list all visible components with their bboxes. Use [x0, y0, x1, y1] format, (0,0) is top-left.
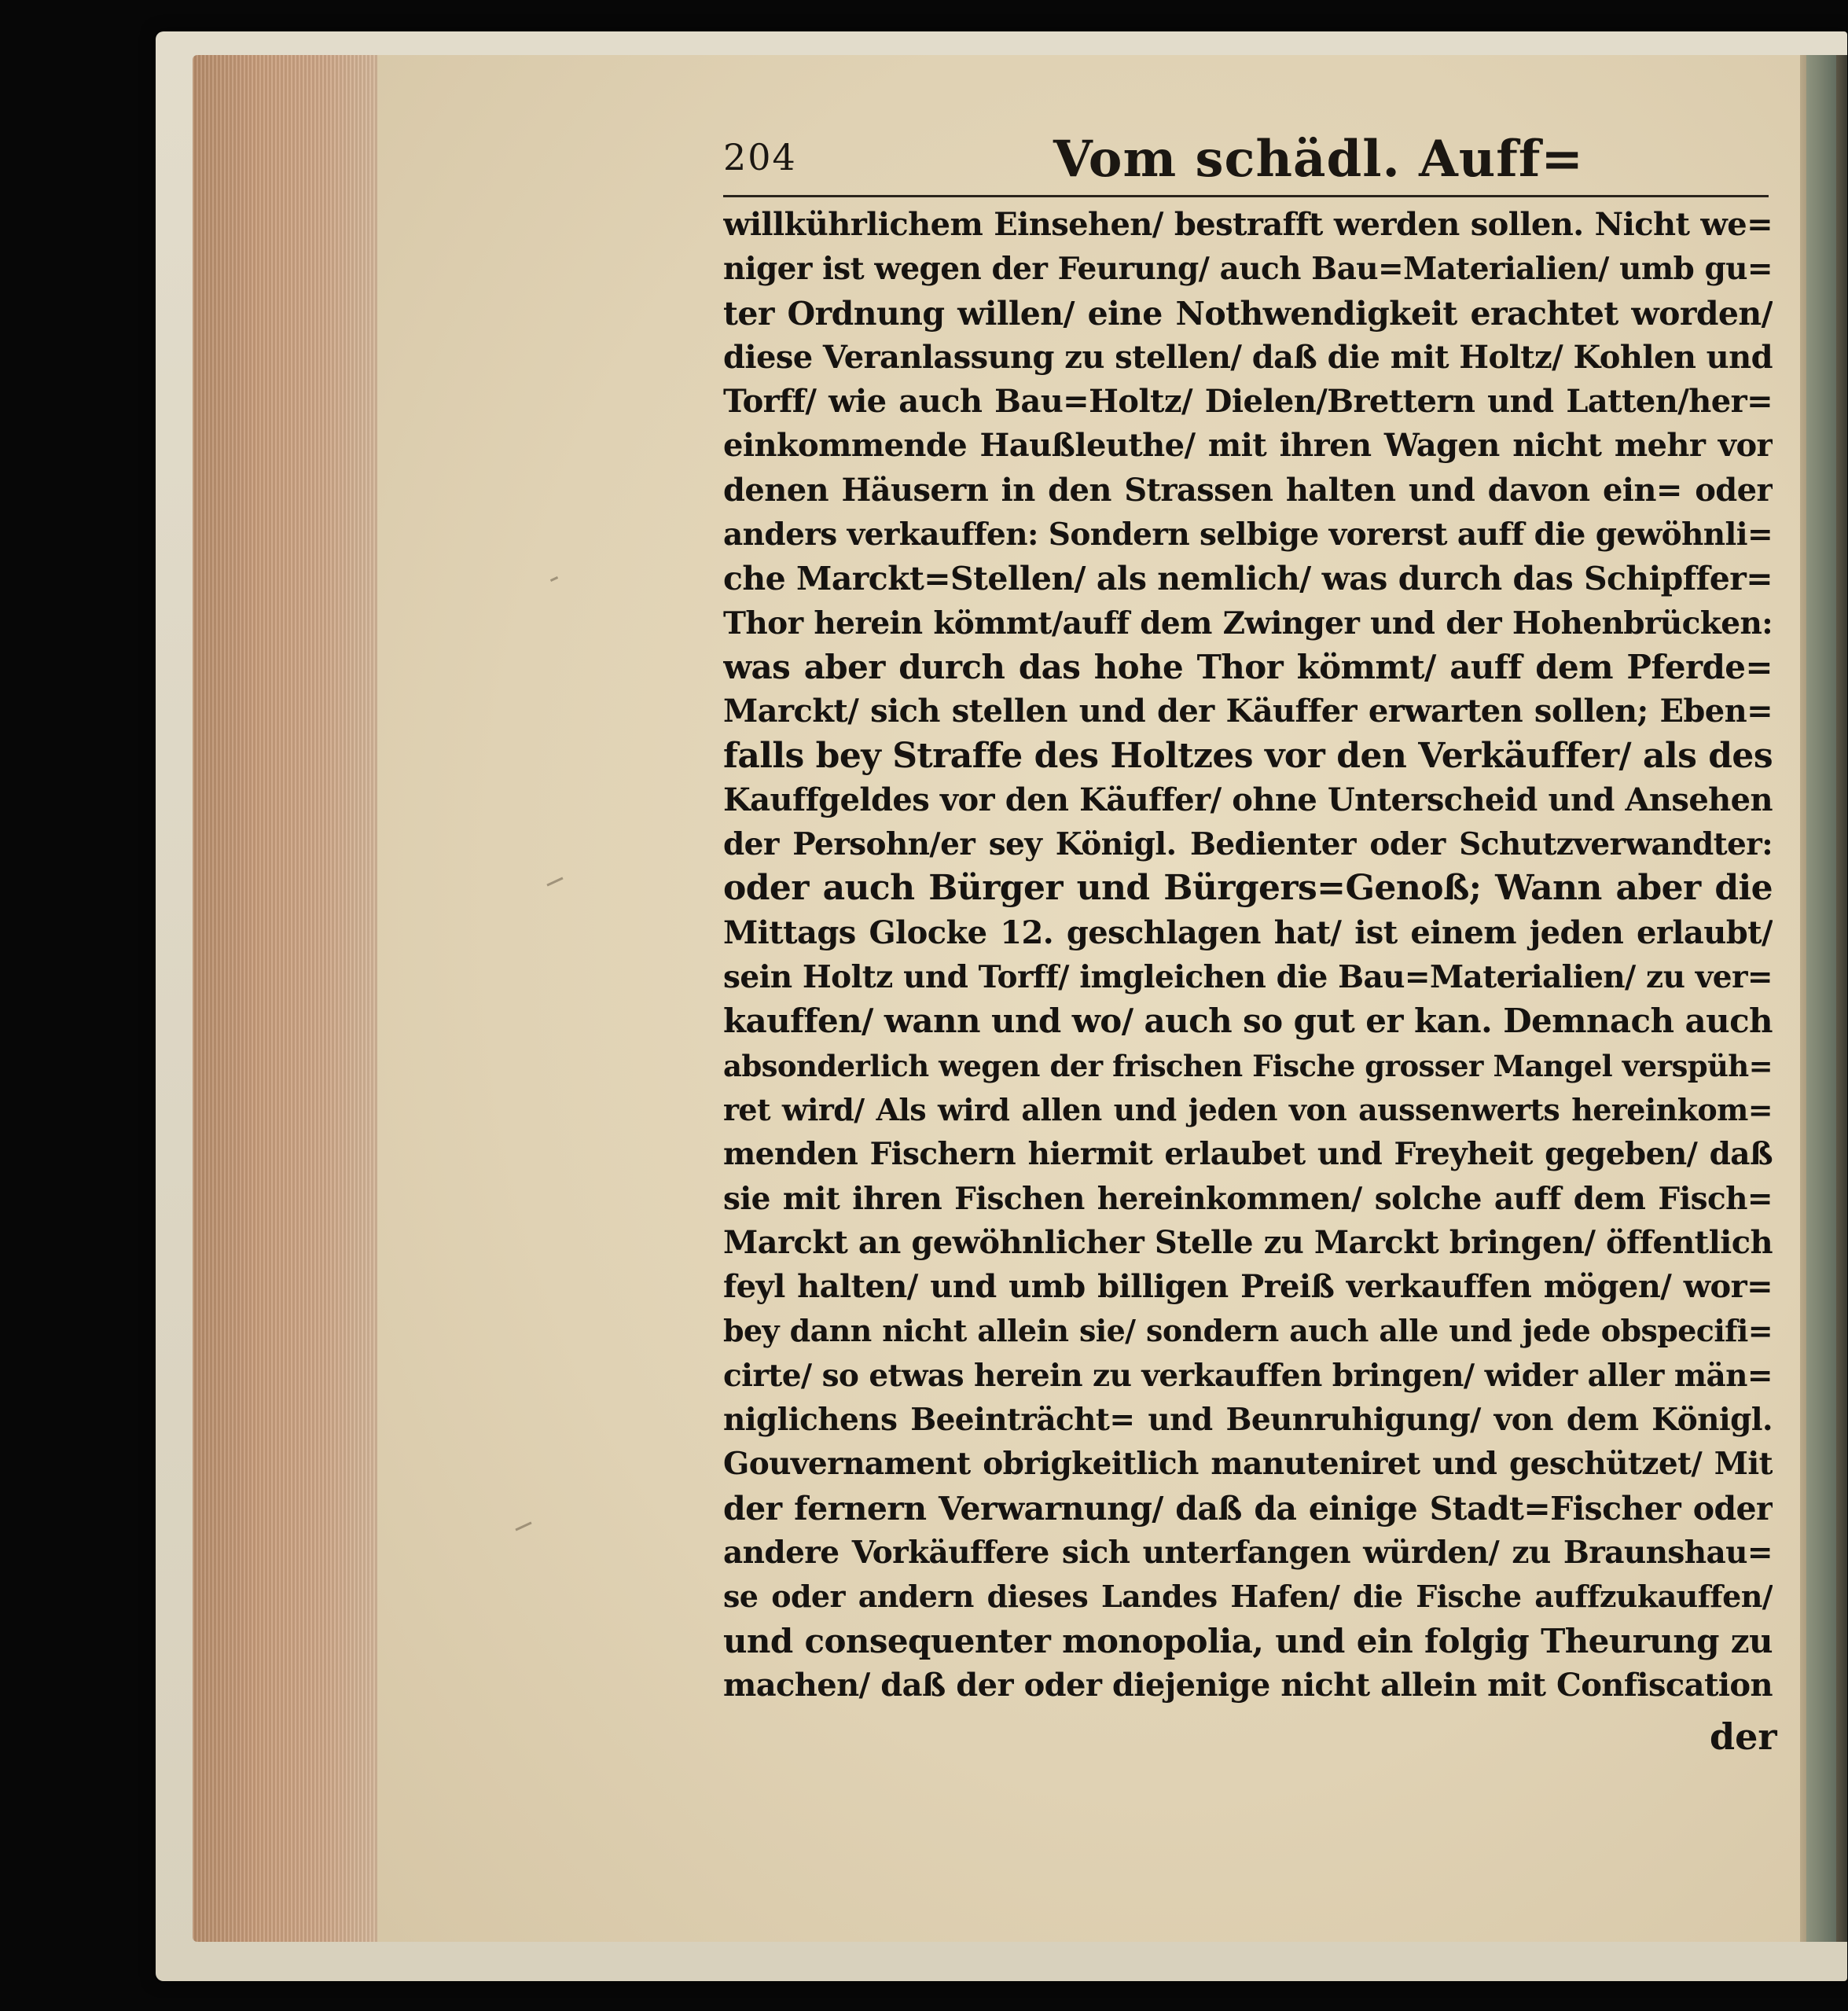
text-line: ret wird/ Als wird allen und jeden von aussenwerts hereinkom= [723, 1091, 1773, 1127]
text-line: und consequenter monopolia, und ein folgig Theurung zu [723, 1621, 1773, 1660]
text-line: diese Veranlassung zu stellen/ daß die mit Holtz/ Kohlen und [723, 338, 1773, 376]
text-line: machen/ daß der oder diejenige nicht allein mit Confiscation [723, 1666, 1773, 1704]
page-number: 204 [723, 136, 797, 178]
text-line: niger ist wegen der Feurung/ auch Bau=Materialien/ umb gu= [723, 251, 1773, 288]
text-line: cirte/ so etwas herein zu verkauffen bringen/ wider aller män= [723, 1357, 1773, 1394]
text-line: sein Holtz und Torff/ imgleichen die Bau=Materialien/ zu ver= [723, 959, 1773, 996]
text-line: was aber durch das hohe Thor kömmt/ auff dem Pferde= [723, 647, 1773, 686]
catchword: der [1710, 1715, 1777, 1758]
header-rule [723, 195, 1769, 197]
text-line: der Persohn/er sey Königl. Bedienter oder Schutzverwandter: [723, 826, 1773, 863]
text-line: se oder andern dieses Landes Hafen/ die Fische auffzukauffen/ [723, 1579, 1773, 1615]
text-line: feyl halten/ und umb billigen Preiß verkauffen mögen/ wor= [723, 1268, 1773, 1306]
text-line: Marckt/ sich stellen und der Käuffer erwarten sollen; Eben= [723, 693, 1773, 730]
text-line: oder auch Bürger und Bürgers=Genoß; Wann aber die [723, 868, 1773, 909]
text-line: einkommende Haußleuthe/ mit ihren Wagen nicht mehr vor [723, 427, 1773, 465]
body-text [723, 203, 1773, 1708]
text-line: falls bey Straffe des Holtzes vor den Verkäuffer/ als des [723, 735, 1773, 776]
text-line: denen Häusern in den Strassen halten und davon ein= oder [723, 471, 1773, 509]
text-line: ter Ordnung willen/ eine Nothwendigkeit erachtet worden/ [723, 294, 1773, 333]
text-line: Mittags Glocke 12. geschlagen hat/ ist einem jeden erlaubt/ [723, 914, 1773, 951]
text-line: Gouvernament obrigkeitlich manuteniret und geschützet/ Mit [723, 1446, 1773, 1483]
binding-strip [1806, 55, 1836, 1942]
text-line: sie mit ihren Fischen hereinkommen/ solche auff dem Fisch= [723, 1180, 1773, 1217]
text-line: niglichens Beeinträcht= und Beunruhigung/ von dem Königl. [723, 1402, 1773, 1439]
text-line: absonderlich wegen der frischen Fische grosser Mangel verspüh= [723, 1048, 1773, 1083]
text-line: Marckt an gewöhnlicher Stelle zu Marckt bringen/ öffentlich [723, 1223, 1773, 1261]
text-line: Kauffgeldes vor den Käuffer/ ohne Unterscheid und Ansehen [723, 781, 1773, 818]
text-line: Torff/ wie auch Bau=Holtz/ Dielen/Brettern und Latten/her= [723, 383, 1773, 421]
page-block-edges [193, 55, 381, 1942]
running-head: Vom schädl. Auff= [1053, 130, 1584, 189]
text-line: willkührlichem Einsehen/ bestrafft werden sollen. Nicht we= [723, 206, 1773, 243]
text-line: der fernern Verwarnung/ daß da einige Stadt=Fischer oder [723, 1489, 1773, 1528]
text-line: andere Vorkäuffere sich unterfangen würden/ zu Braunshau= [723, 1534, 1773, 1571]
text-line: che Marckt=Stellen/ als nemlich/ was durch das Schipffer= [723, 560, 1773, 598]
text-line: anders verkauffen: Sondern selbige vorerst auff die gewöhnli= [723, 517, 1773, 553]
text-line: bey dann nicht allein sie/ sondern auch alle und jede obspecifi= [723, 1313, 1773, 1349]
text-line: Thor herein kömmt/auff dem Zwinger und der Hohenbrücken: [723, 605, 1773, 642]
text-line: kauffen/ wann und wo/ auch so gut er kan. Demnach auch [723, 1002, 1773, 1041]
text-line: menden Fischern hiermit erlaubet und Freyheit gegeben/ daß [723, 1136, 1773, 1173]
